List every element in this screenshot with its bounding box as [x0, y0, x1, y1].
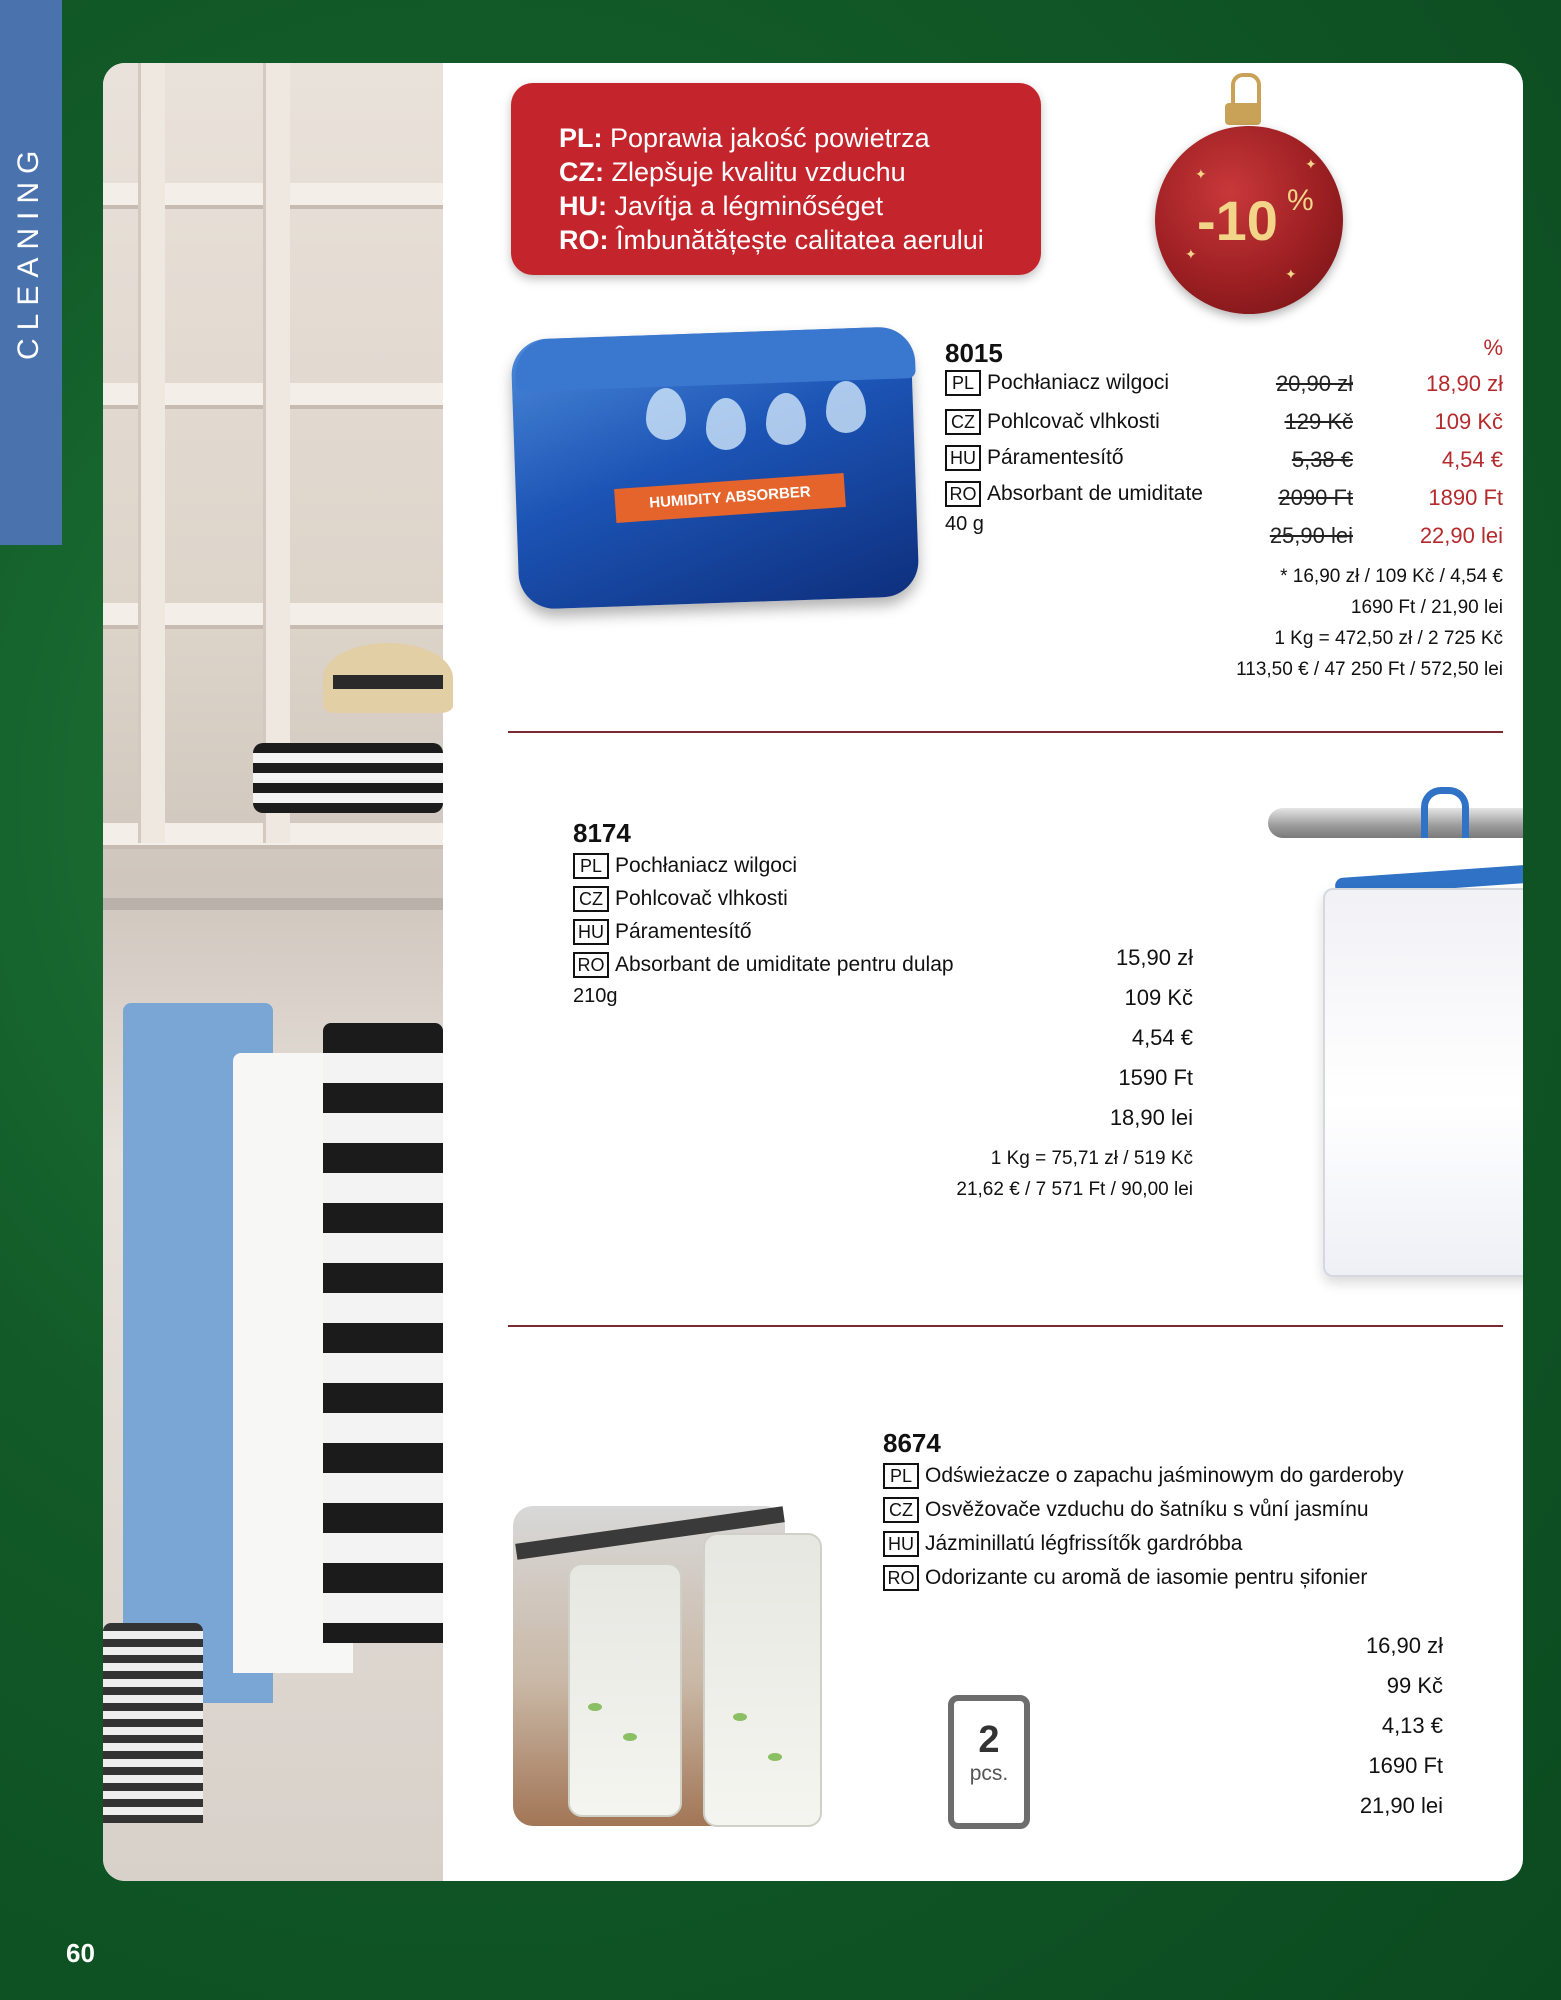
product-name-cz: CZ Pohlcovač vlhkosti — [945, 409, 1160, 435]
leaf-icon — [588, 1703, 602, 1711]
banner-line-pl: PL: Poprawia jakość powietrza — [559, 123, 930, 153]
percent-header: % — [1483, 335, 1503, 360]
hanging-rod — [1268, 808, 1523, 838]
new-price: 4,54 € — [1441, 447, 1503, 472]
unit-price-notes: * 16,90 zł / 109 Kč / 4,54 € 1690 Ft / 21,90 lei 1 Kg = 472,50 zł / 2 725 Kč 113,50 € / 47 250 Ft / 572,50 lei — [1236, 566, 1503, 680]
hanger-hook-icon — [1421, 787, 1469, 838]
wardrobe-photo — [103, 63, 443, 1881]
product-name-hu: HU Jázminillatú légfrissítők gardróbba — [883, 1531, 1242, 1557]
product-name-hu: HU Páramentesítő — [945, 445, 1124, 471]
leaf-icon — [768, 1753, 782, 1761]
section-divider — [508, 1325, 1503, 1327]
striped-top — [323, 1023, 443, 1643]
discount-ornament — [1155, 126, 1343, 314]
price: 18,90 lei — [1109, 1105, 1193, 1130]
banner-line-ro: RO: Îmbunătățește calitatea aerului — [559, 225, 984, 255]
shelf-post — [263, 63, 290, 843]
product-weight: 210g — [573, 985, 618, 1007]
old-price: 25,90 lei — [1269, 523, 1353, 548]
section-divider — [508, 731, 1503, 733]
new-price: 109 Kč — [1434, 409, 1503, 434]
price: 4,54 € — [1131, 1025, 1193, 1050]
old-price: 2090 Ft — [1278, 485, 1353, 510]
new-price: 1890 Ft — [1428, 485, 1503, 510]
discount-value: -10 — [1197, 189, 1278, 252]
content-card — [103, 63, 1523, 1881]
price: 15,90 zł — [1115, 945, 1193, 970]
freshener-sachet-image — [703, 1533, 822, 1827]
product-name-pl: PL Pochłaniacz wilgoci — [573, 853, 797, 879]
new-price: 18,90 zł — [1425, 371, 1503, 396]
old-price: 129 Kč — [1284, 409, 1353, 434]
price: 4,13 € — [1381, 1713, 1443, 1738]
shelf-post — [138, 63, 165, 843]
benefit-banner — [511, 83, 1041, 275]
side-category-tab — [0, 0, 62, 545]
freshener-sachet-image — [568, 1563, 682, 1817]
star-icon: ✦ — [1305, 156, 1317, 172]
banner-line-cz: CZ: Zlepšuje kvalitu vzduchu — [559, 157, 906, 187]
striped-garment — [103, 1623, 203, 1823]
product-name-ro: RO Absorbant de umiditate — [945, 481, 1203, 507]
price: 109 Kč — [1124, 985, 1193, 1010]
quantity-badge — [948, 1695, 1030, 1829]
hat-band — [333, 675, 443, 689]
product-name-hu: HU Páramentesítő — [573, 919, 752, 945]
product-code-8674: 8674 — [883, 1428, 941, 1458]
product-name-pl: PL Odświeżacze o zapachu jaśminowym do garderoby — [883, 1463, 1404, 1489]
product-name-ro: RO Odorizante cu aromă de iasomie pentru șifonier — [883, 1565, 1367, 1591]
ornament-hook — [1231, 73, 1261, 107]
star-icon: ✦ — [1285, 266, 1297, 282]
price: 99 Kč — [1386, 1673, 1443, 1698]
product-weight: 40 g — [945, 513, 984, 535]
old-price: 20,90 zł — [1275, 371, 1353, 396]
old-price: 5,38 € — [1291, 447, 1353, 472]
product-name-cz: CZ Pohlcovač vlhkosti — [573, 886, 788, 912]
product-code-8015: 8015 — [945, 338, 1003, 368]
folded-striped-sweater — [253, 743, 443, 813]
leaf-icon — [623, 1733, 637, 1741]
discount-percent: % — [1287, 184, 1314, 217]
hanging-absorber-bag-image — [1323, 888, 1523, 1277]
unit-price-notes: 1 Kg = 75,71 zł / 519 Kč 21,62 € / 7 571 Ft / 90,00 lei — [956, 1148, 1193, 1200]
quantity-number: 2 — [978, 1719, 1000, 1761]
product-name-pl: PL Pochłaniacz wilgoci — [945, 370, 1169, 396]
product-name-cz: CZ Osvěžovače vzduchu do šatníku s vůní jasmínu — [883, 1497, 1369, 1523]
absorber-package-label: HUMIDITY ABSORBER — [614, 473, 846, 523]
star-icon: ✦ — [1195, 166, 1207, 182]
category-label: CLEANING — [12, 142, 45, 360]
quantity-unit: pcs. — [969, 1762, 1009, 1785]
price: 16,90 zł — [1365, 1633, 1443, 1658]
page-number: 60 — [66, 1938, 95, 1968]
price: 1690 Ft — [1368, 1753, 1443, 1778]
clothes-rail — [103, 898, 443, 910]
leaf-icon — [733, 1713, 747, 1721]
price: 21,90 lei — [1359, 1793, 1443, 1818]
product-code-8174: 8174 — [573, 818, 631, 848]
ornament-cap — [1225, 103, 1261, 125]
banner-line-hu: HU: Javítja a légminőséget — [559, 191, 884, 221]
product-name-ro: RO Absorbant de umiditate pentru dulap — [573, 952, 954, 978]
new-price: 22,90 lei — [1419, 523, 1503, 548]
star-icon: ✦ — [1185, 246, 1197, 262]
price: 1590 Ft — [1118, 1065, 1193, 1090]
